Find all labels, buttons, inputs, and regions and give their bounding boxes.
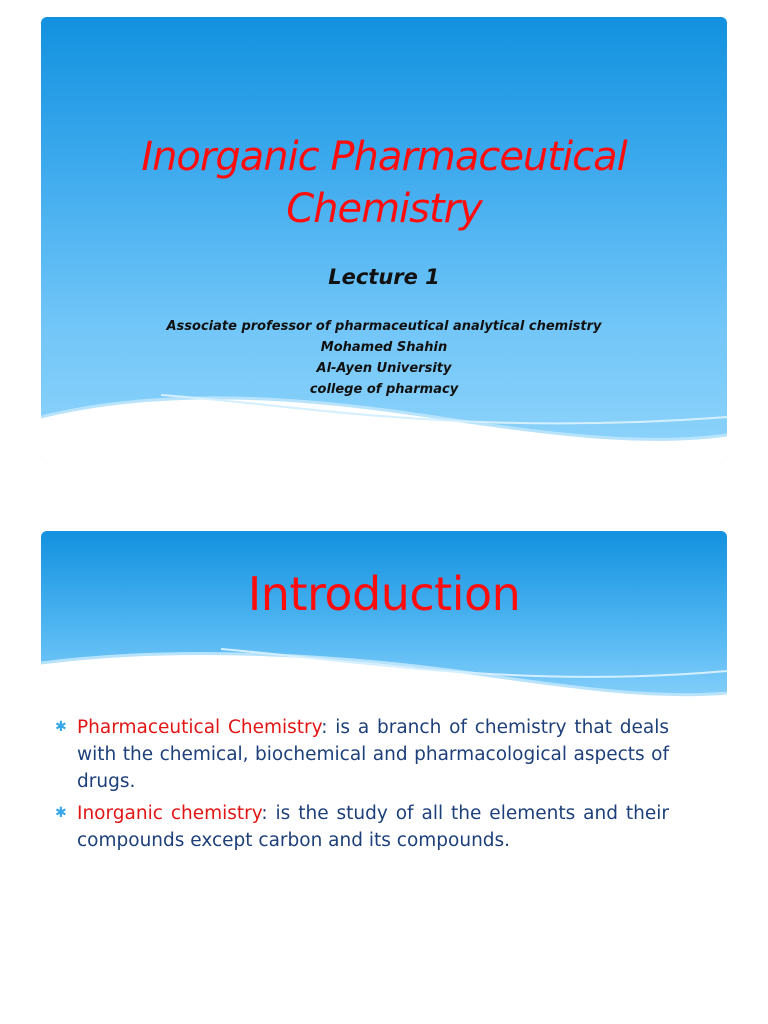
star-bullet-icon: ✱ bbox=[55, 719, 67, 735]
definition-text: : is a branch of chemistry that deals with the chemical, biochemical and pharmacological aspects of drugs. bbox=[77, 717, 669, 792]
term-label: Pharmaceutical Chemistry bbox=[77, 717, 322, 738]
author-university: Al-Ayen University bbox=[316, 361, 452, 376]
definition-text: : is the study of all the elements and their compounds except carbon and its compounds. bbox=[77, 803, 669, 851]
list-item bbox=[55, 800, 669, 854]
slide-title: Inorganic Pharmaceutical Chemistry bbox=[141, 134, 627, 232]
term-label: Inorganic chemistry bbox=[77, 803, 262, 824]
slide-title: Introduction bbox=[247, 567, 521, 621]
list-item bbox=[55, 714, 669, 795]
star-bullet-icon: ✱ bbox=[55, 805, 67, 821]
bullet-list bbox=[55, 714, 669, 859]
author-name: Mohamed Shahin bbox=[320, 340, 448, 355]
author-position: Associate professor of pharmaceutical analytical chemistry bbox=[166, 319, 602, 334]
author-college: college of pharmacy bbox=[309, 382, 459, 397]
lecture-label: Lecture 1 bbox=[328, 265, 440, 289]
wave-decoration bbox=[41, 641, 727, 711]
title-slide bbox=[41, 17, 727, 461]
introduction-slide bbox=[41, 531, 727, 1001]
author-block bbox=[41, 316, 727, 400]
